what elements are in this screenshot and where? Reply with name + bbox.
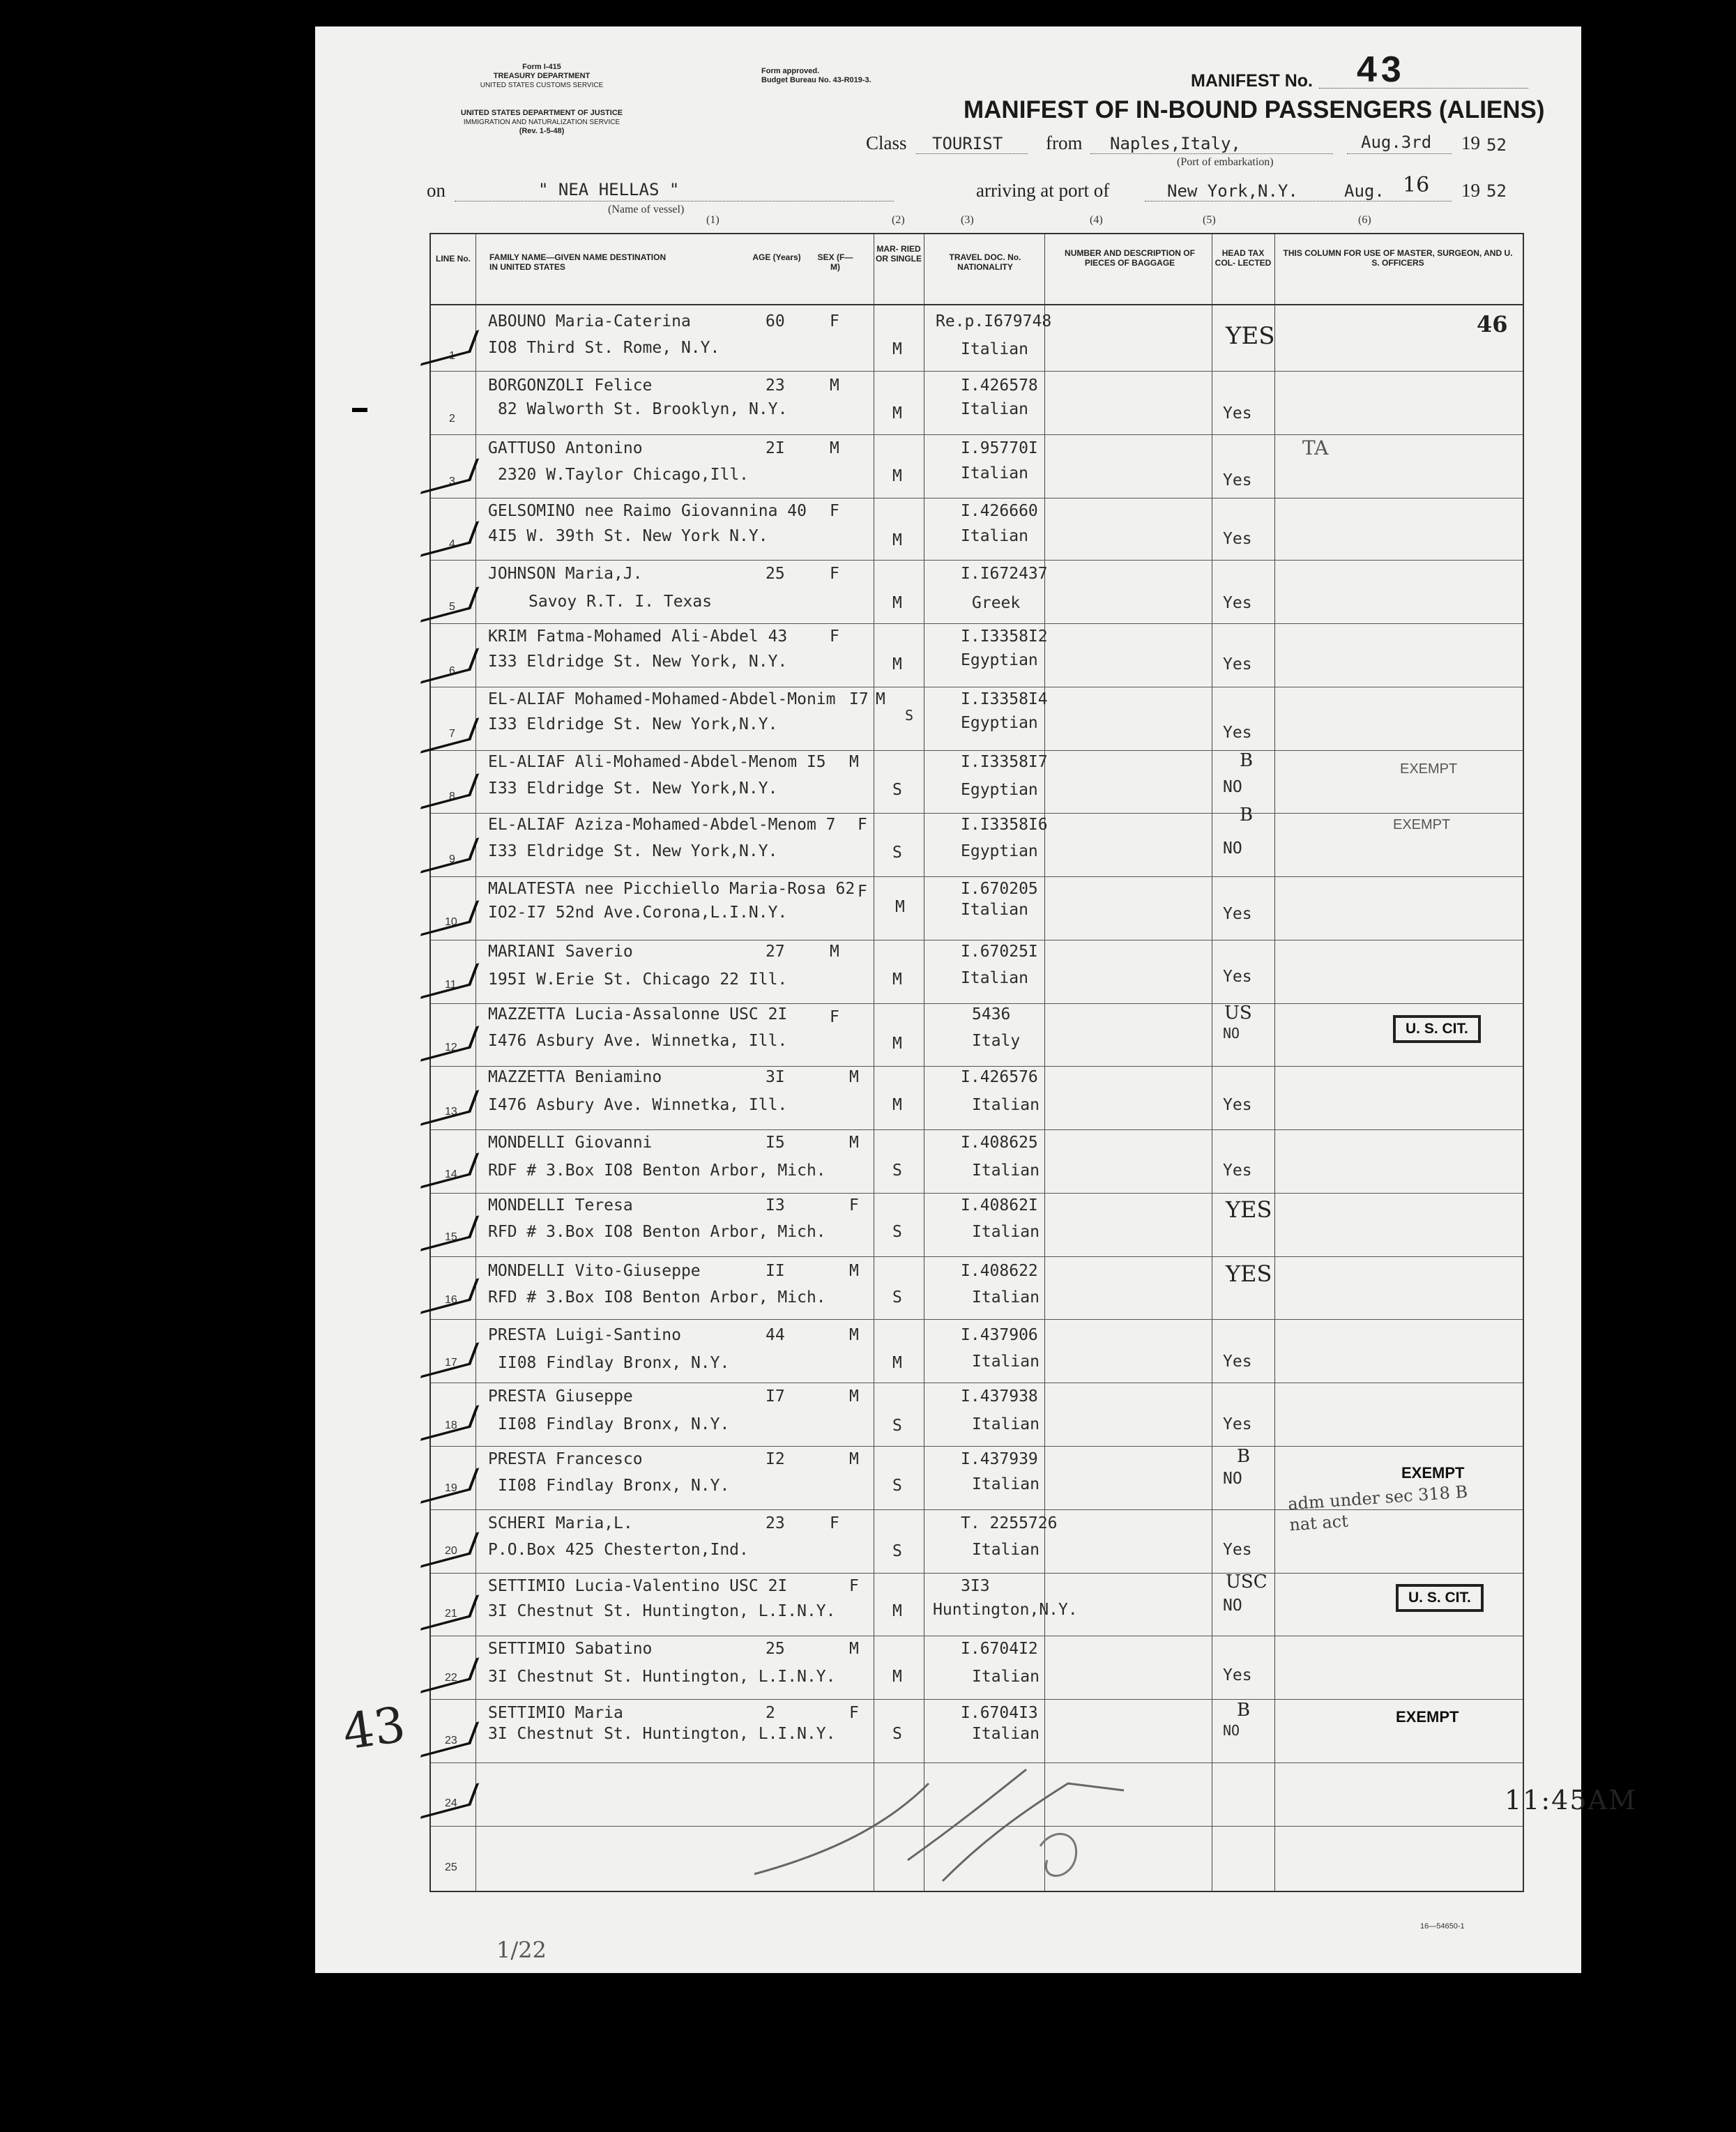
passenger-sex: M (849, 1262, 859, 1280)
travel-doc: Re.p.I679748 (936, 312, 1052, 330)
marital-status: M (892, 531, 902, 549)
passenger-age: 23 (766, 1514, 785, 1532)
from-label: from (1046, 132, 1083, 153)
nationality: Italian (961, 400, 1028, 418)
arrival-year-prefix: 19 (1461, 180, 1480, 201)
head-tax: NO (1223, 1722, 1240, 1739)
passenger-name: MONDELLI Vito-Giuseppe (488, 1262, 701, 1280)
head-tax: Yes (1223, 1541, 1252, 1559)
line-number: 7 (449, 728, 455, 740)
passenger-destination: 195I W.Erie St. Chicago 22 Ill. (488, 970, 788, 989)
col-num-4: (4) (1090, 214, 1103, 226)
passenger-sex: F (858, 816, 867, 834)
row-rule (431, 1699, 1523, 1700)
embark-date-line (1347, 153, 1452, 154)
manifest-no-label: MANIFEST No. (1191, 71, 1313, 91)
passenger-sex: F (830, 1514, 839, 1532)
passenger-sex: F (849, 1196, 859, 1215)
arriving-label: arriving at port of (976, 180, 1110, 201)
manifest-no-value: 43 (1357, 50, 1406, 90)
passenger-sex: M (830, 439, 839, 457)
head-tax: NO (1223, 778, 1242, 796)
officer-note: EXEMPT (1401, 1464, 1465, 1482)
from-value: Naples,Italy, (1110, 134, 1241, 153)
line-number: 18 (445, 1419, 457, 1431)
passenger-sex: M (849, 1134, 859, 1152)
travel-doc: I.437906 (961, 1326, 1038, 1344)
head-tax: Yes (1223, 594, 1252, 612)
header-rule (431, 304, 1523, 305)
passenger-sex: F (830, 1008, 839, 1026)
vessel-note: (Name of vessel) (608, 204, 685, 215)
nationality: Italian (972, 1668, 1040, 1686)
passenger-name: SETTIMIO Sabatino (488, 1640, 653, 1658)
head-tax: Yes (1223, 1415, 1252, 1433)
passenger-sex: M (830, 943, 839, 961)
nationality: Italian (972, 1415, 1040, 1433)
header-line-no: LINE No. (436, 254, 471, 264)
head-tax: Yes (1223, 471, 1252, 489)
head-tax: Yes (1223, 1162, 1252, 1180)
bottom-note: 1/22 (496, 1937, 547, 1963)
inspector-signature (747, 1742, 1138, 1902)
passenger-sex: F (830, 502, 839, 520)
travel-doc: I.I3358I4 (961, 690, 1048, 708)
passenger-table (429, 214, 1637, 1892)
passenger-age: 44 (766, 1326, 785, 1344)
passenger-destination: 82 Walworth St. Brooklyn, N.Y. (498, 400, 788, 418)
passenger-destination: II08 Findlay Bronx, N.Y. (498, 1415, 730, 1433)
travel-doc: I.426576 (961, 1068, 1038, 1086)
nationality: Egyptian (961, 651, 1038, 669)
form-revision: (Rev. 1-5-48) (519, 127, 565, 135)
header-head-tax: HEAD TAX COL- LECTED (1215, 248, 1272, 268)
page-title: MANIFEST OF IN-BOUND PASSENGERS (ALIENS) (964, 96, 1545, 123)
margin-dash (352, 408, 367, 412)
passenger-name: ABOUNO Maria-Caterina (488, 312, 691, 330)
tax-mark: B (1240, 750, 1254, 771)
passenger-sex: M (876, 690, 885, 708)
passenger-name: MAZZETTA Lucia-Assalonne USC 2I (488, 1005, 788, 1023)
line-number: 17 (445, 1357, 457, 1369)
marital-status: S (892, 1725, 902, 1743)
nationality: Egyptian (961, 842, 1038, 860)
marital-status: S (905, 707, 914, 724)
arrival-port: New York,N.Y. (1167, 181, 1298, 201)
passenger-name: SETTIMIO Maria (488, 1704, 623, 1722)
col-divider (475, 234, 476, 1891)
passenger-age: I5 (766, 1134, 785, 1152)
col-num-1: (1) (706, 214, 719, 226)
line-number: 24 (445, 1797, 457, 1809)
line-number: 20 (445, 1545, 457, 1557)
marital-status: S (892, 1542, 902, 1560)
marital-status: S (892, 1223, 902, 1241)
travel-doc: I.95770I (961, 439, 1038, 457)
nationality: Italian (961, 464, 1028, 482)
passenger-destination: 3I Chestnut St. Huntington, L.I.N.Y. (488, 1668, 836, 1686)
embark-year-suffix: 52 (1486, 135, 1507, 155)
travel-doc: 3I3 (961, 1577, 990, 1595)
head-tax: Yes (1223, 968, 1252, 986)
travel-doc: I.437939 (961, 1450, 1038, 1468)
row-rule (431, 1066, 1523, 1067)
travel-doc: I.I3358I7 (961, 753, 1048, 771)
passenger-name: BORGONZOLI Felice (488, 376, 653, 395)
header-sex: SEX (F—M) (817, 252, 853, 272)
nationality: Italy (972, 1032, 1021, 1050)
arrival-day: 16 (1403, 173, 1430, 197)
head-tax: NO (1223, 1597, 1242, 1615)
marital-status: S (892, 844, 902, 862)
class-label: Class (866, 132, 907, 153)
passenger-name: JOHNSON Maria,J. (488, 565, 643, 583)
form-header-treasury (427, 63, 657, 90)
passenger-age: I7 (849, 690, 869, 708)
passenger-age: 27 (766, 943, 785, 961)
treasury-dept: TREASURY DEPARTMENT (493, 72, 591, 80)
line-number: 13 (445, 1106, 457, 1118)
travel-doc: I.426660 (961, 502, 1038, 520)
head-tax: Yes (1223, 1096, 1252, 1114)
us-citizen-stamp: U. S. CIT. (1396, 1584, 1484, 1612)
passenger-age: II (766, 1262, 785, 1280)
row-rule (431, 371, 1523, 372)
form-header-justice (402, 109, 681, 136)
passenger-destination: P.O.Box 425 Chesterton,Ind. (488, 1541, 749, 1559)
passenger-age: 25 (766, 565, 785, 583)
passenger-name: GATTUSO Antonino (488, 439, 643, 457)
passenger-destination: RDF # 3.Box IO8 Benton Arbor, Mich. (488, 1162, 826, 1180)
marital-status: S (892, 1477, 902, 1495)
passenger-age: I2 (766, 1450, 785, 1468)
ins-service: IMMIGRATION AND NATURALIZATION SERVICE (463, 119, 620, 126)
row-rule (431, 1573, 1523, 1574)
officer-note: EXEMPT (1396, 1708, 1459, 1726)
arrival-month: Aug. (1344, 181, 1385, 201)
passenger-sex: M (849, 1450, 859, 1468)
line-number: 4 (449, 538, 455, 550)
head-tax: YES (1226, 1261, 1272, 1287)
header-married: MAR- RIED OR SINGLE (875, 244, 922, 264)
passenger-name: MONDELLI Teresa (488, 1196, 633, 1215)
passenger-destination: I476 Asbury Ave. Winnetka, Ill. (488, 1032, 788, 1050)
line-number: 2 (449, 413, 455, 425)
nationality: Italian (972, 1541, 1040, 1559)
officer-note: 46 (1477, 311, 1508, 337)
head-tax: Yes (1223, 1353, 1252, 1371)
line-number: 19 (445, 1482, 457, 1494)
passenger-age: 60 (766, 312, 785, 330)
passenger-sex: M (849, 1387, 859, 1406)
row-rule (431, 560, 1523, 561)
row-rule (431, 1129, 1523, 1130)
head-tax: Yes (1223, 905, 1252, 923)
marital-status: S (892, 1288, 902, 1307)
travel-doc: I.I3358I2 (961, 627, 1048, 646)
row-rule (431, 1446, 1523, 1447)
line-number: 14 (445, 1168, 457, 1180)
justice-dept: UNITED STATES DEPARTMENT OF JUSTICE (460, 109, 623, 117)
line-number: 15 (445, 1231, 457, 1243)
line-number: 8 (449, 791, 455, 802)
head-tax: YES (1226, 1196, 1272, 1223)
col-num-5: (5) (1203, 214, 1216, 226)
passenger-age: 2 (766, 1704, 775, 1722)
marital-status: M (892, 1035, 902, 1053)
arrival-time-note: 11:45AM (1505, 1785, 1637, 1815)
marital-status: M (892, 594, 902, 612)
form-approved (761, 67, 991, 85)
marital-status: M (892, 1354, 902, 1372)
admission-note: adm under sec 318 B nat act (1287, 1482, 1468, 1535)
form-number: Form I-415 (522, 63, 561, 71)
passenger-name: SCHERI Maria,L. (488, 1514, 633, 1532)
marital-status: M (892, 467, 902, 485)
col-num-3: (3) (961, 214, 974, 226)
header-name: FAMILY NAME—GIVEN NAME DESTINATION IN UNITED STATES (489, 252, 667, 272)
passenger-name: EL-ALIAF Mohamed-Mohamed-Abdel-Monim (488, 690, 836, 708)
row-rule (431, 1319, 1523, 1320)
nationality: Italian (961, 901, 1028, 919)
marital-status: M (892, 1602, 902, 1620)
passenger-age: 23 (766, 376, 785, 395)
officer-note: TA (1302, 436, 1329, 459)
marital-status: M (892, 1096, 902, 1114)
travel-doc: I.67025I (961, 943, 1038, 961)
passenger-destination: 2320 W.Taylor Chicago,Ill. (498, 466, 749, 484)
passenger-sex: F (830, 565, 839, 583)
marital-status: M (892, 404, 902, 422)
col-num-6: (6) (1358, 214, 1371, 226)
nationality: Egyptian (961, 781, 1038, 799)
embark-year-prefix: 19 (1461, 132, 1480, 153)
nationality: Italian (961, 340, 1028, 358)
passenger-destination: 3I Chestnut St. Huntington, L.I.N.Y. (488, 1602, 836, 1620)
line-number: 16 (445, 1294, 457, 1306)
nationality: Italian (972, 1096, 1040, 1114)
passenger-name: PRESTA Francesco (488, 1450, 643, 1468)
travel-doc: I.408622 (961, 1262, 1038, 1280)
on-label: on (427, 180, 446, 201)
passenger-destination: IO2-I7 52nd Ave.Corona,L.I.N.Y. (488, 904, 788, 922)
nationality: Italian (961, 969, 1028, 987)
passenger-sex: M (849, 1068, 859, 1086)
marital-status: M (892, 970, 902, 989)
passenger-age: 25 (766, 1640, 785, 1658)
travel-doc: I.408625 (961, 1134, 1038, 1152)
line-number: 3 (449, 475, 455, 487)
row-rule (431, 876, 1523, 877)
line-number: 12 (445, 1042, 457, 1053)
row-rule (431, 813, 1523, 814)
line-number: 10 (445, 916, 457, 928)
line-number: 11 (445, 979, 457, 991)
travel-doc: T. 2255726 (961, 1514, 1058, 1532)
head-tax: NO (1223, 1025, 1240, 1042)
line-number: 25 (445, 1861, 457, 1873)
passenger-destination: IO8 Third St. Rome, N.Y. (488, 339, 720, 357)
passenger-name: SETTIMIO Lucia-Valentino USC 2I (488, 1577, 788, 1595)
us-mark: US (1224, 1003, 1252, 1023)
line-number: 6 (449, 665, 455, 677)
tax-mark: B (1240, 805, 1254, 825)
nationality: Italian (961, 527, 1028, 545)
line-number: 21 (445, 1608, 457, 1620)
row-rule (431, 1003, 1523, 1004)
nationality: Italian (972, 1223, 1040, 1241)
arrival-year-suffix: 52 (1486, 181, 1507, 201)
passenger-destination: RFD # 3.Box IO8 Benton Arbor, Mich. (488, 1288, 826, 1307)
header-travel-doc: TRAVEL DOC. No. NATIONALITY (949, 252, 1021, 272)
tax-mark: B (1237, 1700, 1251, 1721)
line-number: 1 (449, 350, 455, 362)
head-tax: Yes (1223, 655, 1252, 673)
passenger-destination: 3I Chestnut St. Huntington, L.I.N.Y. (488, 1725, 836, 1743)
travel-doc: I.670205 (961, 880, 1038, 898)
passenger-age: 2I (766, 439, 785, 457)
passenger-sex: M (849, 1326, 859, 1344)
budget-bureau: Budget Bureau No. 43-R019-3. (761, 76, 871, 84)
nationality: Italian (972, 1162, 1040, 1180)
marital-status: S (892, 781, 902, 799)
passenger-destination: RFD # 3.Box IO8 Benton Arbor, Mich. (488, 1223, 826, 1241)
officer-note: EXEMPT (1393, 817, 1451, 832)
travel-doc: I.6704I2 (961, 1640, 1038, 1658)
head-tax: Yes (1223, 724, 1252, 742)
line-number: 22 (445, 1672, 457, 1684)
row-rule (431, 750, 1523, 751)
head-tax: Yes (1223, 1666, 1252, 1684)
officer-note: EXEMPT (1400, 761, 1458, 777)
embark-date: Aug.3rd (1361, 132, 1432, 152)
nationality: Greek (972, 594, 1021, 612)
head-tax: Yes (1223, 404, 1252, 422)
nationality: Huntington,N.Y. (933, 1601, 1078, 1619)
passenger-sex: M (830, 376, 839, 395)
passenger-destination: I33 Eldridge St. New York,N.Y. (488, 779, 778, 798)
travel-doc: I.437938 (961, 1387, 1038, 1406)
passenger-destination: 4I5 W. 39th St. New York N.Y. (488, 527, 768, 545)
col-divider (1044, 234, 1045, 1891)
passenger-sex: F (849, 1577, 859, 1595)
passenger-name: MONDELLI Giovanni (488, 1134, 653, 1152)
margin-count: 43 (339, 1696, 409, 1761)
passenger-name: PRESTA Giuseppe (488, 1387, 633, 1406)
manifest-no-line (1319, 88, 1528, 89)
tax-mark: B (1237, 1446, 1251, 1467)
head-tax: Yes (1223, 530, 1252, 548)
embark-note: (Port of embarkation) (1177, 156, 1274, 168)
marital-status: S (892, 1417, 902, 1435)
passenger-destination: II08 Findlay Bronx, N.Y. (498, 1477, 730, 1495)
travel-doc: I.40862I (961, 1196, 1038, 1215)
passenger-name: MARIANI Saverio (488, 943, 633, 961)
manifest-sheet (315, 26, 1637, 1973)
travel-doc: I.6704I3 (961, 1704, 1038, 1722)
head-tax: NO (1223, 1470, 1242, 1488)
passenger-name: PRESTA Luigi-Santino (488, 1326, 681, 1344)
line-number: 9 (449, 853, 455, 865)
passenger-name: EL-ALIAF Ali-Mohamed-Abdel-Menom I5 (488, 753, 826, 771)
from-line (1090, 153, 1333, 154)
line-number: 23 (445, 1735, 457, 1746)
passenger-destination: I33 Eldridge St. New York,N.Y. (488, 715, 778, 733)
nationality: Egyptian (961, 714, 1038, 732)
passenger-destination: Savoy R.T. I. Texas (528, 593, 713, 611)
marital-status: M (892, 1668, 902, 1686)
passenger-destination: II08 Findlay Bronx, N.Y. (498, 1354, 730, 1372)
passenger-age: I3 (766, 1196, 785, 1215)
head-tax: YES (1226, 322, 1275, 350)
passenger-name: EL-ALIAF Aziza-Mohamed-Abdel-Menom 7 (488, 816, 836, 834)
header-officers: THIS COLUMN FOR USE OF MASTER, SURGEON, AND U. S. OFFICERS (1283, 248, 1513, 268)
head-tax: NO (1223, 839, 1242, 858)
header-baggage: NUMBER AND DESCRIPTION OF PIECES OF BAGGAGE (1065, 248, 1195, 268)
passenger-name: KRIM Fatma-Mohamed Ali-Abdel 43 (488, 627, 788, 646)
nationality: Italian (972, 1725, 1040, 1743)
travel-doc: I.I3358I6 (961, 816, 1048, 834)
col-divider (1274, 234, 1275, 1891)
form-print-code: 16—54650-1 (1420, 1922, 1465, 1931)
passenger-destination: I33 Eldridge St. New York, N.Y. (488, 653, 788, 671)
approved-line: Form approved. (761, 67, 820, 75)
passenger-sex: F (830, 312, 839, 330)
passenger-sex: F (849, 1704, 859, 1722)
passenger-sex: M (849, 1640, 859, 1658)
passenger-destination: I476 Asbury Ave. Winnetka, Ill. (488, 1096, 788, 1114)
row-rule (431, 1193, 1523, 1194)
row-rule (431, 940, 1523, 941)
marital-status: M (892, 340, 902, 358)
row-rule (431, 623, 1523, 624)
travel-doc: I.426578 (961, 376, 1038, 395)
passenger-sex: F (830, 627, 839, 646)
col-num-2: (2) (892, 214, 905, 226)
marital-status: M (892, 655, 902, 673)
passenger-name: MAZZETTA Beniamino (488, 1068, 662, 1086)
line-number: 5 (449, 601, 455, 613)
us-mark: USC (1226, 1571, 1267, 1592)
passenger-sex: M (849, 753, 859, 771)
passenger-destination: I33 Eldridge St. New York,N.Y. (488, 842, 778, 860)
passenger-sex: F (858, 883, 867, 901)
marital-status: S (892, 1162, 902, 1180)
passenger-name: MALATESTA nee Picchiello Maria-Rosa 62 (488, 880, 855, 898)
travel-doc: 5436 (972, 1005, 1011, 1023)
travel-doc: I.I672437 (961, 565, 1048, 583)
nationality: Italian (972, 1288, 1040, 1307)
class-value: TOURIST (932, 134, 1003, 153)
header-age: AGE (Years) (752, 252, 801, 262)
vessel-name: " NEA HELLAS " (538, 180, 680, 199)
row-rule (431, 434, 1523, 435)
passenger-age: I7 (766, 1387, 785, 1406)
marital-status: M (895, 898, 905, 916)
passenger-name: GELSOMINO nee Raimo Giovannina 40 (488, 502, 807, 520)
passenger-age: 3I (766, 1068, 785, 1086)
nationality: Italian (972, 1353, 1040, 1371)
row-rule (431, 1256, 1523, 1257)
nationality: Italian (972, 1475, 1040, 1493)
customs-service: UNITED STATES CUSTOMS SERVICE (480, 82, 604, 89)
class-line (916, 153, 1028, 154)
us-citizen-stamp: U. S. CIT. (1393, 1015, 1481, 1043)
